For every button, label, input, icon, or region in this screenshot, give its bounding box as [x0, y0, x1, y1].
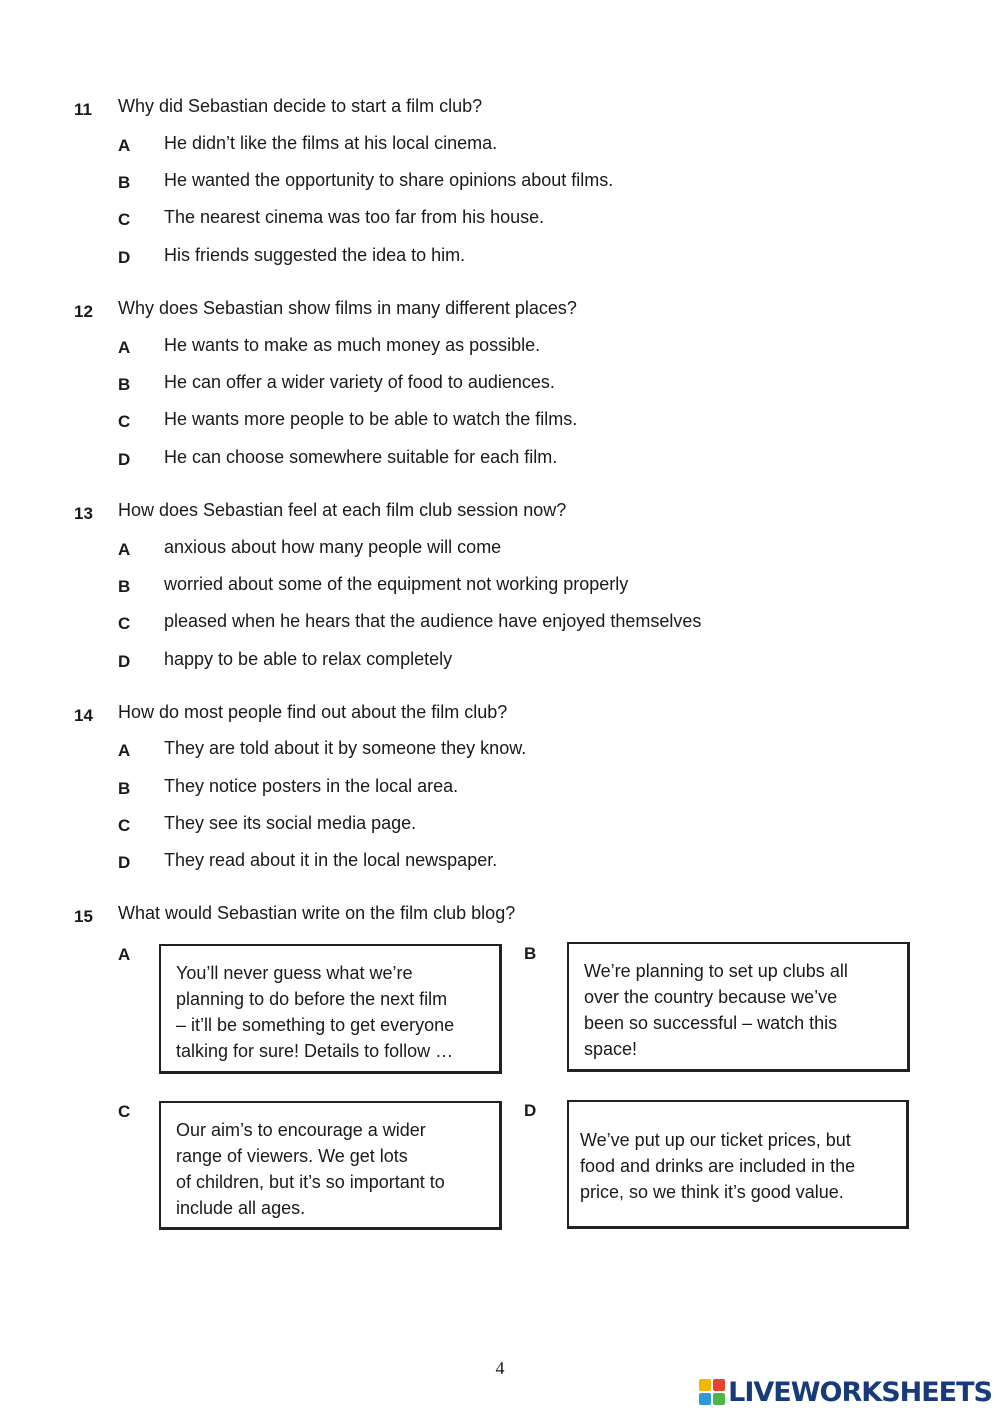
blog-option-box[interactable] — [567, 1100, 909, 1229]
box-line: We’re planning to set up clubs all — [584, 961, 848, 981]
question-text: Why did Sebastian decide to start a film club? — [118, 96, 483, 116]
option-letter[interactable]: A — [118, 741, 131, 760]
blog-option-box[interactable] — [567, 942, 910, 1072]
option-letter[interactable]: A — [118, 338, 131, 357]
box-line: food and drinks are included in the — [580, 1156, 856, 1176]
option-letter[interactable]: D — [118, 853, 131, 872]
liveworksheets-logo-icon — [699, 1379, 725, 1405]
liveworksheets-logo[interactable] — [699, 1376, 992, 1408]
option-letter[interactable]: A — [118, 540, 131, 559]
page-number: 4 — [495, 1358, 505, 1378]
logo-text: LIVEWORKSHEETS — [728, 1376, 992, 1408]
option-letter[interactable]: C — [118, 210, 131, 229]
option-letter[interactable]: B — [118, 577, 131, 596]
box-line: – it’ll be something to get everyone — [176, 1015, 455, 1035]
box-line: space! — [584, 1039, 638, 1059]
box-line: include all ages. — [176, 1198, 306, 1218]
option-letter[interactable]: D — [118, 652, 131, 671]
question-text: How do most people find out about the film club? — [118, 702, 508, 722]
box-letter[interactable]: C — [118, 1102, 131, 1121]
option-letter[interactable]: B — [118, 779, 131, 798]
question-text: Why does Sebastian show films in many different places? — [118, 298, 577, 318]
option-letter[interactable]: A — [118, 136, 131, 155]
option-text: He wanted the opportunity to share opinions about films. — [164, 170, 614, 190]
blog-option-box[interactable] — [159, 944, 502, 1074]
question-number: 14 — [74, 706, 93, 725]
option-letter[interactable]: C — [118, 816, 131, 835]
box-line: over the country because we’ve — [584, 987, 838, 1007]
question-number: 11 — [74, 100, 92, 119]
question-text: What would Sebastian write on the film club blog? — [118, 903, 516, 923]
box-line: price, so we think it’s good value. — [580, 1182, 844, 1202]
box-line: range of viewers. We get lots — [176, 1146, 408, 1166]
option-text: His friends suggested the idea to him. — [164, 245, 466, 265]
option-text: He didn’t like the films at his local cinema. — [164, 133, 498, 153]
box-letter[interactable]: A — [118, 945, 131, 964]
option-text: happy to be able to relax completely — [164, 649, 453, 669]
box-letter[interactable]: B — [524, 944, 537, 963]
option-text: worried about some of the equipment not working properly — [164, 574, 629, 594]
option-text: They see its social media page. — [164, 813, 417, 833]
question-number: 12 — [74, 302, 93, 321]
box-line: You’ll never guess what we’re — [176, 963, 413, 983]
option-text: They notice posters in the local area. — [164, 776, 459, 796]
option-text: anxious about how many people will come — [164, 537, 502, 557]
option-text: They read about it in the local newspaper. — [164, 850, 498, 870]
question-number: 13 — [74, 504, 93, 523]
question-text: How does Sebastian feel at each film club session now? — [118, 500, 567, 520]
option-letter[interactable]: C — [118, 614, 131, 633]
box-line: Our aim’s to encourage a wider — [176, 1120, 426, 1140]
box-line: talking for sure! Details to follow … — [176, 1041, 454, 1061]
option-text: He wants to make as much money as possible. — [164, 335, 541, 355]
box-line: We’ve put up our ticket prices, but — [580, 1130, 851, 1150]
option-text: They are told about it by someone they know. — [164, 738, 527, 758]
option-letter[interactable]: B — [118, 375, 131, 394]
box-letter[interactable]: D — [524, 1101, 537, 1120]
option-letter[interactable]: B — [118, 173, 131, 192]
box-line: been so successful – watch this — [584, 1013, 838, 1033]
option-letter[interactable]: D — [118, 248, 131, 267]
box-line: of children, but it’s so important to — [176, 1172, 445, 1192]
option-text: pleased when he hears that the audience have enjoyed themselves — [164, 611, 702, 631]
question-number: 15 — [74, 907, 93, 926]
option-letter[interactable]: D — [118, 450, 131, 469]
box-line: planning to do before the next film — [176, 989, 448, 1009]
option-text: The nearest cinema was too far from his house. — [164, 207, 545, 227]
blog-option-box[interactable] — [159, 1101, 502, 1230]
option-text: He can offer a wider variety of food to audiences. — [164, 372, 555, 392]
option-text: He wants more people to be able to watch the films. — [164, 409, 578, 429]
option-text: He can choose somewhere suitable for each film. — [164, 447, 558, 467]
option-letter[interactable]: C — [118, 412, 131, 431]
